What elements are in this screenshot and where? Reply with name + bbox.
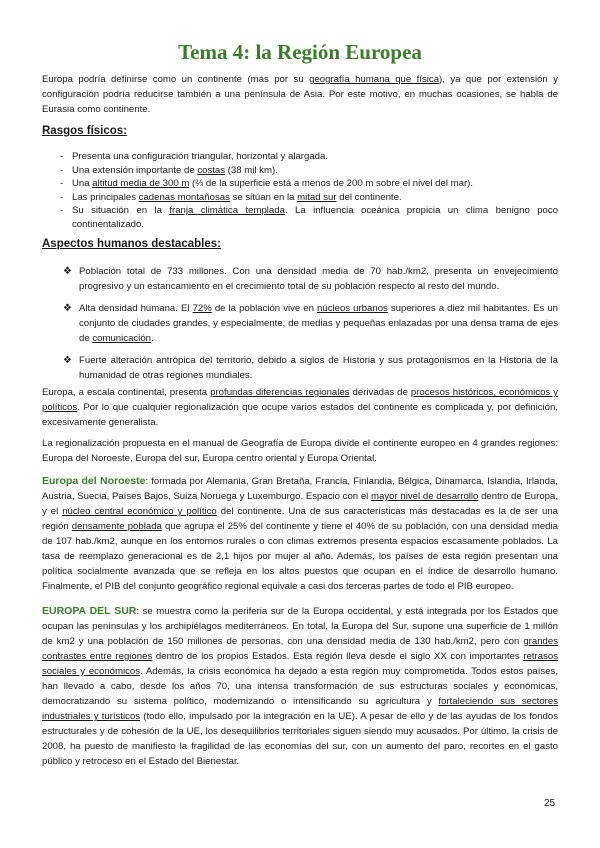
list-item — [42, 264, 558, 294]
region-label-noroeste: Europa del Noroeste — [42, 475, 146, 487]
item-text-mid: de la población vive en — [211, 303, 318, 314]
para-underline: mayor nivel de desarrollo — [371, 491, 479, 502]
item-text: Fuerte alteración antrópica del territorio, debido a siglos de Historia y sus protagonismos en la Historia de la humanidad de otras regiones mundiales. — [79, 355, 558, 381]
item-underline-3: comunicación — [92, 333, 152, 344]
para-text-mid: dentro de los propios Estados. Esta región lleva desde el siglo XX con importantes — [152, 651, 524, 662]
para-text: : se muestra como la periferia sur de la Europa occidental, y está integrada por los Estados que ocupan las penínsulas y los archipiélagos mediterráneos. En total, la Europa del Sur, supone una superficie de 1 millón de km2 y una población de 150 millones de personas, con una densidad media de 130 hab./km2, pero con — [42, 606, 558, 647]
para-text-mid: dentro de Europa, y el — [42, 491, 558, 517]
sur-paragraph — [42, 604, 558, 769]
item-text-end: . La influencia oceánica propicia un clima benigno poco continentalizado. — [72, 205, 559, 230]
list-item: - Presenta una configuración triangular, horizontal y alargada. — [60, 151, 328, 162]
para-underline: grandes contrastes entre regiones — [42, 636, 558, 662]
list-item: - Las principales cadenas montañosas se sitúan en la mitad sur del continente. — [60, 191, 402, 203]
para-underline-2: retrasos sociales y económicos — [42, 651, 558, 677]
para-underline-3: fortaleciendo sus sectores industriales y turísticos — [42, 696, 558, 722]
para-text-mid-2: del continente. Una de sus características más destacadas es la de ser una región — [42, 506, 558, 532]
region-label-sur: EUROPA DEL SUR — [42, 605, 137, 617]
noroeste-paragraph — [42, 474, 558, 594]
item-text: Las principales — [72, 191, 139, 203]
item-text: Alta densidad humana. El — [79, 303, 193, 314]
item-text-end: (38 mil km). — [225, 164, 278, 176]
regionalizacion-paragraph: La regionalización propuesta en el manual de Geografía de Europa divide el continente europeo en 4 grandes regiones: Europa del Noroeste, Europa del sur, Europa centro oriental y Europa Oriental. — [42, 438, 558, 464]
diamond-bullet-icon: ❖ — [63, 266, 72, 277]
item-text-mid-2: superiores a diez mil habitantes. Es un conjunto de ciudades grandes, y especialmente, de medias y pequeñas enlazadas por una densa trama de ejes de — [79, 303, 558, 344]
item-text-end: . — [151, 333, 154, 344]
para-underline-2: núcleo central económico y político — [62, 506, 217, 517]
item-text: Población total de 733 millones. Con una densidad media de 70 hab./km2, presenta un envejecimiento progresivo y un estancamiento en el crecimiento total de su población respecto al resto del mundo. — [79, 266, 558, 292]
humanos-heading: Aspectos humanos destacables: — [42, 238, 221, 250]
item-underline: cadenas montañosas — [138, 191, 230, 203]
list-item: - Una altitud media de 300 m (⅔ de la superficie está a menos de 200 m sobre el nivel del mar). — [60, 178, 474, 189]
item-text: Una — [72, 178, 93, 189]
item-underline-2: mitad sur — [297, 191, 337, 203]
page-number: 25 — [544, 798, 556, 809]
item-text-end: (⅔ de la superficie está a menos de 200 m sobre el nivel del mar). — [189, 178, 474, 189]
list-item: - Una extensión importante de costas (38 mil km). — [60, 164, 278, 176]
para-text-end: (todo ello, impulsado por la integración en la UE). A pesar de ello y de las ayudas de los fondos estructurales y de cohesión de la UE, los desequilibrios territoriales siguen siendo muy acusados. Por último, la crisis de 2008, ha puesto de manifiesto la fragilidad de las economías del sur, con un aumento del paro, recortes en el gasto público y retroceso en el Estado del Bienestar. — [42, 711, 558, 767]
item-text: Una extensión importante de — [72, 164, 198, 176]
list-item — [42, 353, 558, 383]
para-text: Europa, a escala continental, presenta — [42, 387, 211, 398]
page-title: Tema 4: la Región Europea — [178, 40, 422, 64]
item-underline: 72% — [192, 303, 212, 314]
para-text-end: . Por lo que cualquier regionalización que ocupe varios estados del continente es complicada y, por definición, excesivamente generalista. — [42, 402, 558, 428]
europa-paragraph — [42, 385, 558, 430]
list-item — [42, 301, 558, 346]
rasgos-list — [42, 150, 558, 231]
item-underline-2: núcleos urbanos — [317, 303, 388, 314]
intro-underline: geografía humana que física — [309, 74, 440, 85]
para-text-mid-2: . Además, la crisis económica ha dejado a esta región muy comprometida. Todos estos países, han llevado a cabo, desde los años 70, una intensa transformación de sus estructuras sociales y económicas, democratizando su sistema político, modernizando o intensificando su agricultura y — [42, 666, 558, 707]
para-text: : formada por Alemania, Gran Bretaña, Francia, Finlandia, Bélgica, Dinamarca, Islandia, Irlanda, Austria, Suecia, Países Bajos, Suiza Noruega y Luxemburgo. Espacio con el — [42, 476, 558, 502]
para-text-end: que agrupa el 25% del continente y tiene el 40% de su población, con una densidad media de 107 hab./km2, aunque en los entornos rurales o con climas extremos presenta espacios escasamente poblados. La tasa de reemplazo generacional es de 2,1 hijos por mujer al año. Además, los países de esta región presentan una política socialmente avanzada que se refleja en los altos puestos que ocupan en el índice de desarrollo humano. Finalmente, el PIB del conjunto geográfico regional equivale a casi dos terceras partes de todo el PIB europeo. — [42, 521, 558, 592]
para-underline: profundas diferencias regionales — [210, 387, 350, 398]
intro-text: Europa podría definirse como un continente (más por su — [42, 74, 310, 85]
item-underline: altitud media de 300 m — [92, 178, 190, 189]
diamond-bullet-icon: ❖ — [63, 303, 72, 314]
list-item: - Su situación en la franja climática templada. La influencia oceánica propicia un clima benigno poco continentalizado. — [60, 205, 559, 230]
item-underline: costas — [197, 164, 226, 176]
item-text-mid: se sitúan en la — [229, 191, 298, 203]
item-text-end: del continente. — [336, 191, 402, 203]
humanos-list — [42, 264, 558, 390]
item-text: Su situación en la — [72, 205, 170, 216]
rasgos-heading: Rasgos físicos: — [42, 125, 127, 137]
item-text: Presenta una configuración triangular, horizontal y alargada. — [72, 151, 328, 162]
para-underline-3: densamente poblada — [71, 521, 162, 532]
intro-paragraph — [42, 72, 558, 117]
item-underline: franja climática templada — [169, 205, 285, 216]
diamond-bullet-icon: ❖ — [63, 355, 72, 366]
intro-text-end: ), ya que por extensión y configuración podría reducirse también a una península de Asia. Por este motivo, en muchas ocasiones, se habla de Eurasia como continente. — [42, 74, 558, 115]
para-text-mid: derivadas de — [349, 387, 411, 398]
para-underline-2: procesos históricos, económicos y políticos — [42, 387, 559, 413]
